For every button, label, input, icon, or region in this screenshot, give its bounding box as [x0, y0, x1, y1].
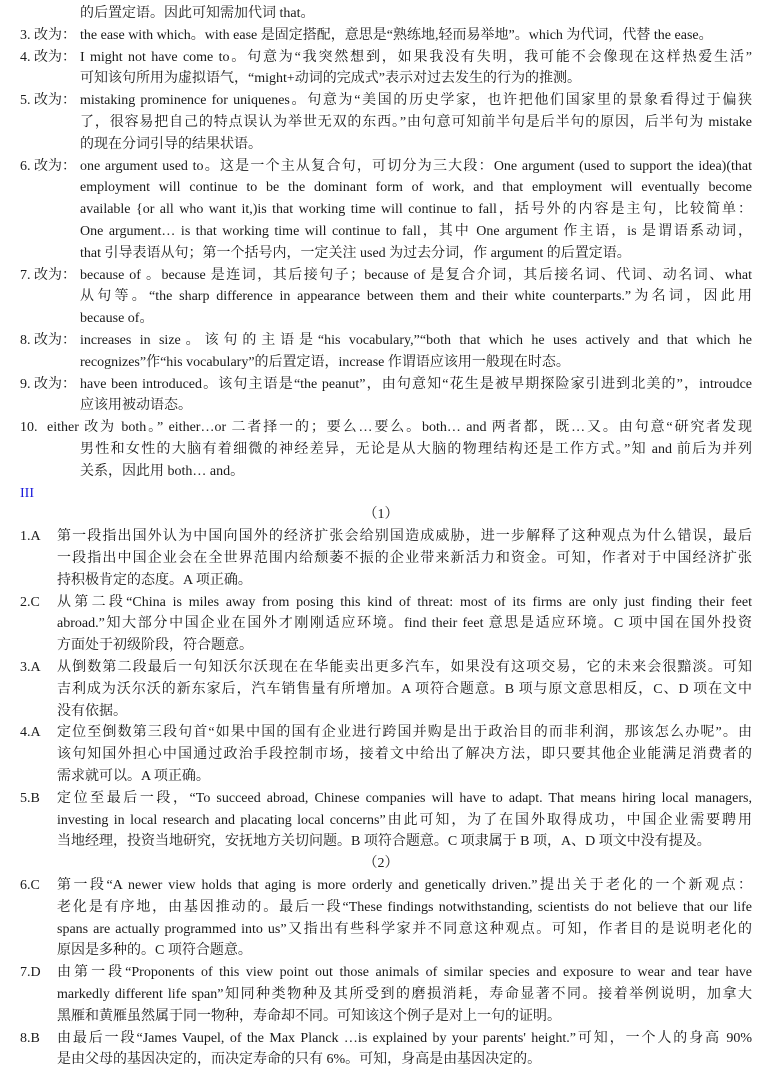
answer-label: 7.D	[20, 965, 41, 981]
item-line: 关系，因此用 both… and。	[80, 463, 245, 479]
item-line: One argument… is that working time will continue to fall，其中 One argument 作主语，is 是谓语系动词，	[80, 224, 752, 239]
item-line: 了，很容易把自己的特点误认为举世无双的东西。”由句意可知前半句是后半句的原因，后半句为 mistake	[80, 115, 752, 130]
item-label: 3. 改为：	[20, 27, 76, 43]
answer-line: 由最后一段“James Vaupel, of the Max Planck …is explained by your parents' height.”可知，一个人的身高 90%	[57, 1030, 752, 1046]
answer-label: 3.A	[20, 660, 41, 675]
item-line: because of。	[80, 311, 154, 327]
answer-line: 没有依据。	[57, 703, 127, 719]
item-line: either 改为 both。” either…or 二者择一的；要么…要么。both… and 两者都，既…又。由句意“研究者发现	[47, 420, 752, 436]
answer-line: abroad.”知大部分中国企业在国外才刚刚适应环境。find their feet 意思是适应环境。C 项中国在国外投资	[57, 616, 752, 632]
answer-line: 吉利成为沃尔沃的新东家后，汽车销售量有所增加。A 项符合题意。B 项与原文意思相反，C、D 项在文中	[57, 681, 752, 697]
answer-label: 2.C	[20, 594, 40, 610]
item-line: because of 。because 是连词，其后接句子；because of 是复合介词，其后接名词、代词、动名词、what	[80, 267, 752, 283]
subsection-title: （1）	[363, 507, 399, 523]
item-label: 6. 改为：	[20, 158, 76, 174]
item-line: have been introduced。该句主语是“the peanut”，由句意知“花生是被早期探险家引进到北美的”，introudce	[80, 376, 752, 392]
answer-label: 6.C	[20, 878, 40, 893]
answer-line: 第一段“A newer view holds that aging is more orderly and genetically driven.”提出关于老化的一个新观点：	[57, 878, 752, 893]
answer-line: 由第一段“Proponents of this view point out those animals of similar species and exposure to wear and tear have	[57, 965, 752, 981]
answer-line: 定位至最后一段，“To succeed abroad, Chinese companies will have to adapt. That means hiring local managers,	[57, 790, 752, 806]
answer-line: investing in local research and placating local concerns”由此可知，为了在国外取得成功，中国企业需要聘用	[57, 812, 752, 828]
item-label: 9. 改为：	[20, 376, 76, 392]
item-line: 应该用被动语态。	[80, 398, 192, 414]
answer-label: 4.A	[20, 725, 41, 741]
answer-line: 从倒数第二段最后一句知沃尔沃现在在华能卖出更多汽车，如果没有这项交易，它的未来会很黯淡。可知	[57, 660, 752, 675]
answer-line: 持积极肯定的态度。A 项正确。	[57, 572, 252, 588]
item-line: 男性和女性的大脑有着细微的神经差异，无论是从大脑的物理结构还是工作方式。”知 and 前后为并列	[80, 442, 752, 457]
item-line: the ease with which。with ease 是固定搭配，意思是“熟练地,轻而易举地”。which 为代词，代替 the ease。	[80, 27, 713, 43]
answer-line: 需求就可以。A 项正确。	[57, 769, 210, 784]
item-line: I might not have come to。句意为“我突然想到，如果我没有失明，我可能不会像现在这样热爱生活”	[80, 49, 752, 65]
item-line: 从句等。“the sharp difference in appearance between them and their white counterparts.”为名词，因此用	[80, 289, 752, 305]
answer-label: 5.B	[20, 790, 40, 806]
answer-line: 一段指出中国企业会在全世界范围内给颓萎不振的企业带来新活力和资金。可知，作者对于中国经济扩张	[57, 551, 752, 566]
item-line: 可知该句所用为虚拟语气，“might+动词的完成式”表示对过去发生的行为的推测。	[80, 71, 581, 87]
item-line: mistaking prominence for uniquenes。句意为“美国的历史学家，也许把他们国家里的景象看得过于偏狭	[80, 93, 752, 109]
item-label: 4. 改为：	[20, 49, 76, 65]
item-label: 8. 改为：	[20, 333, 76, 348]
item-line: available {or all who want it,)is that working time will continue to fall，括号外的内容是主句，比较简单：	[80, 202, 752, 218]
item-label: 7. 改为：	[20, 267, 76, 283]
answer-line: 当地经理，投资当地研究，安抚地方关切问题。B 项符合题意。C 项隶属于 B 项，A、D 项文中没有提及。	[57, 834, 711, 850]
answer-line: 第一段指出国外认为中国向国外的经济扩张会给别国造成威胁，进一步解释了这种观点为什么错误，最后	[57, 529, 752, 545]
item-label: 10.	[20, 420, 38, 436]
answer-line: 原因是多种的。C 项符合题意。	[57, 943, 252, 959]
answer-line: spans are actually programmed into us”又指出有些科学家并不同意这种观点。可知，作者目的是说明老化的	[57, 921, 752, 937]
item-line: increases in size。该句的主语是“his vocabulary,”“both that which he uses actively and that which he	[80, 333, 752, 348]
answer-line: 黑雁和黄雁虽然属于同一物种，寿命却不同。可知该这个例子是对上一句的证明。	[57, 1008, 561, 1024]
section-heading: III	[20, 485, 34, 501]
answer-line: 该句知国外担心中国通过政治手段控制市场，接着文中给出了解决方法，即只要其他企业能满足消费者的	[57, 747, 752, 763]
item-line: employment will continue to be the dominant form of work, and that employment will eventually become	[80, 180, 752, 196]
answer-line: markedly different life span”知同种类物种及其所受到的磨损消耗，寿命显著不同。接着举例说明，加拿大	[57, 987, 752, 1002]
continuation-line: 的后置定语。因此可知需加代词 that。	[80, 6, 315, 21]
item-line: 的现在分词引导的结果状语。	[80, 136, 262, 152]
answer-label: 1.A	[20, 529, 41, 545]
item-line: that 引导表语从句；第一个括号内，一定关注 used 为过去分词，作 argument 的后置定语。	[80, 245, 631, 261]
answer-line: 老化是有序地，由基因推动的。最后一段“These findings notwithstanding, scientists do not believe that our life	[57, 899, 752, 915]
item-line: one argument used to。这是一个主从复合句，可切分为三大段：One argument (used to support the idea)(that	[80, 158, 752, 174]
answer-line: 是由父母的基因决定的，而决定寿命的只有 6%。可知，身高是由基因决定的。	[57, 1052, 542, 1068]
answer-line: 从第二段“China is miles away from posing this kind of threat: most of its firms are only just finding their feet	[57, 594, 752, 610]
item-line: recognizes”作“his vocabulary”的后置定语，increase 作谓语应该用一般现在时态。	[80, 354, 570, 370]
subsection-title: （2）	[363, 856, 399, 872]
answer-label: 8.B	[20, 1030, 40, 1046]
answer-line: 定位至倒数第三段句首“如果中国的国有企业进行跨国并购是出于政治目的而非利润，那该怎么办呢”。由	[57, 725, 752, 741]
item-label: 5. 改为：	[20, 93, 76, 109]
answer-line: 方面处于初级阶段，符合题意。	[57, 638, 253, 654]
